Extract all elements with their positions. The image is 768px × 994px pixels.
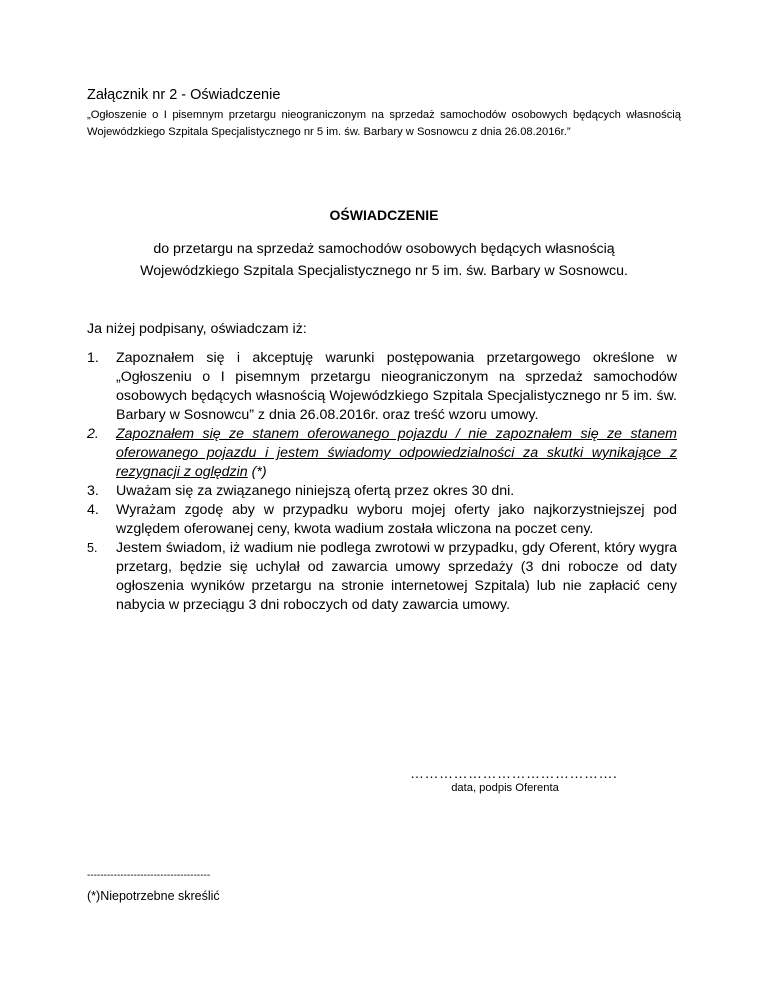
signature-label: data, podpis Oferenta <box>451 782 559 794</box>
list-item <box>87 425 677 482</box>
list-item-text: Zapoznałem się i akceptuję warunki postępowania przetargowego określone w „Ogłoszeniu o I pisemnym przetargu nieograniczonym na sprzedaż samochodów osobowych będących własnością Wojewódzkiego Szpitala Specjalistycznego nr 5 im. św. Barbary w Sosnowcu” z dnia 26.08.2016r. oraz treść wzoru umowy. <box>116 350 677 423</box>
attachment-title: Załącznik nr 2 - Oświadczenie <box>87 87 281 103</box>
list-item-number: 4. <box>87 502 99 518</box>
list-item-text: Wyrażam zgodę aby w przypadku wyboru mojej oferty jako najkorzystniejszej pod względem oferowanej ceny, kwota wadium została wliczona na poczet ceny. <box>116 502 677 537</box>
declaration-intro: Ja niżej podpisany, oświadczam iż: <box>87 321 307 337</box>
footnote-text: (*)Niepotrzebne skreślić <box>87 889 220 903</box>
document-subtitle <box>100 238 668 282</box>
declaration-list <box>87 349 677 615</box>
list-item <box>87 482 677 501</box>
list-item-number: 3. <box>87 483 99 499</box>
list-item-number: 1. <box>87 350 99 366</box>
footnote-marker: (*) <box>247 464 267 480</box>
list-item-text: Zapoznałem się ze stanem oferowanego pojazdu / nie zapoznałem się ze stanem oferowanego pojazdu i jestem świadomy odpowiedzialności za skutki wynikające z rezygnacji z oględzin <box>116 426 677 480</box>
document-subtitle-line-1: do przetargu na sprzedaż samochodów osobowych będących własnością <box>153 241 615 257</box>
list-item <box>87 349 677 425</box>
announcement-reference: „Ogłoszenie o I pisemnym przetargu nieograniczonym na sprzedaż samochodów osobowych będących własnością Wojewódzkiego Szpitala Specjalistycznego nr 5 im. św. Barbary w Sosnowcu z dnia 26.08.2016r.” <box>87 109 681 138</box>
list-item-number: 5. <box>87 541 98 555</box>
list-item <box>87 539 677 615</box>
list-item-text: Jestem świadom, iż wadium nie podlega zwrotowi w przypadku, gdy Oferent, który wygra przetarg, będzie się uchylał od zawarcia umowy sprzedaży (3 dni robocze od daty ogłoszenia wyników przetargu na stronie internetowej Szpitala) lub nie zapłacić ceny nabycia w przeciągu 3 dni roboczych od daty zawarcia umowy. <box>116 540 677 613</box>
signature-line: ……………………………………. <box>410 765 618 781</box>
document-subtitle-line-2: Wojewódzkiego Szpitala Specjalistycznego nr 5 im. św. Barbary w Sosnowcu. <box>140 263 628 279</box>
footnote-separator: ------------------------------------- <box>87 870 211 881</box>
list-item-text: Uważam się za związanego niniejszą ofertą przez okres 30 dni. <box>116 483 515 499</box>
list-item <box>87 501 677 539</box>
list-item-number: 2. <box>87 426 99 442</box>
document-title: OŚWIADCZENIE <box>329 207 439 223</box>
